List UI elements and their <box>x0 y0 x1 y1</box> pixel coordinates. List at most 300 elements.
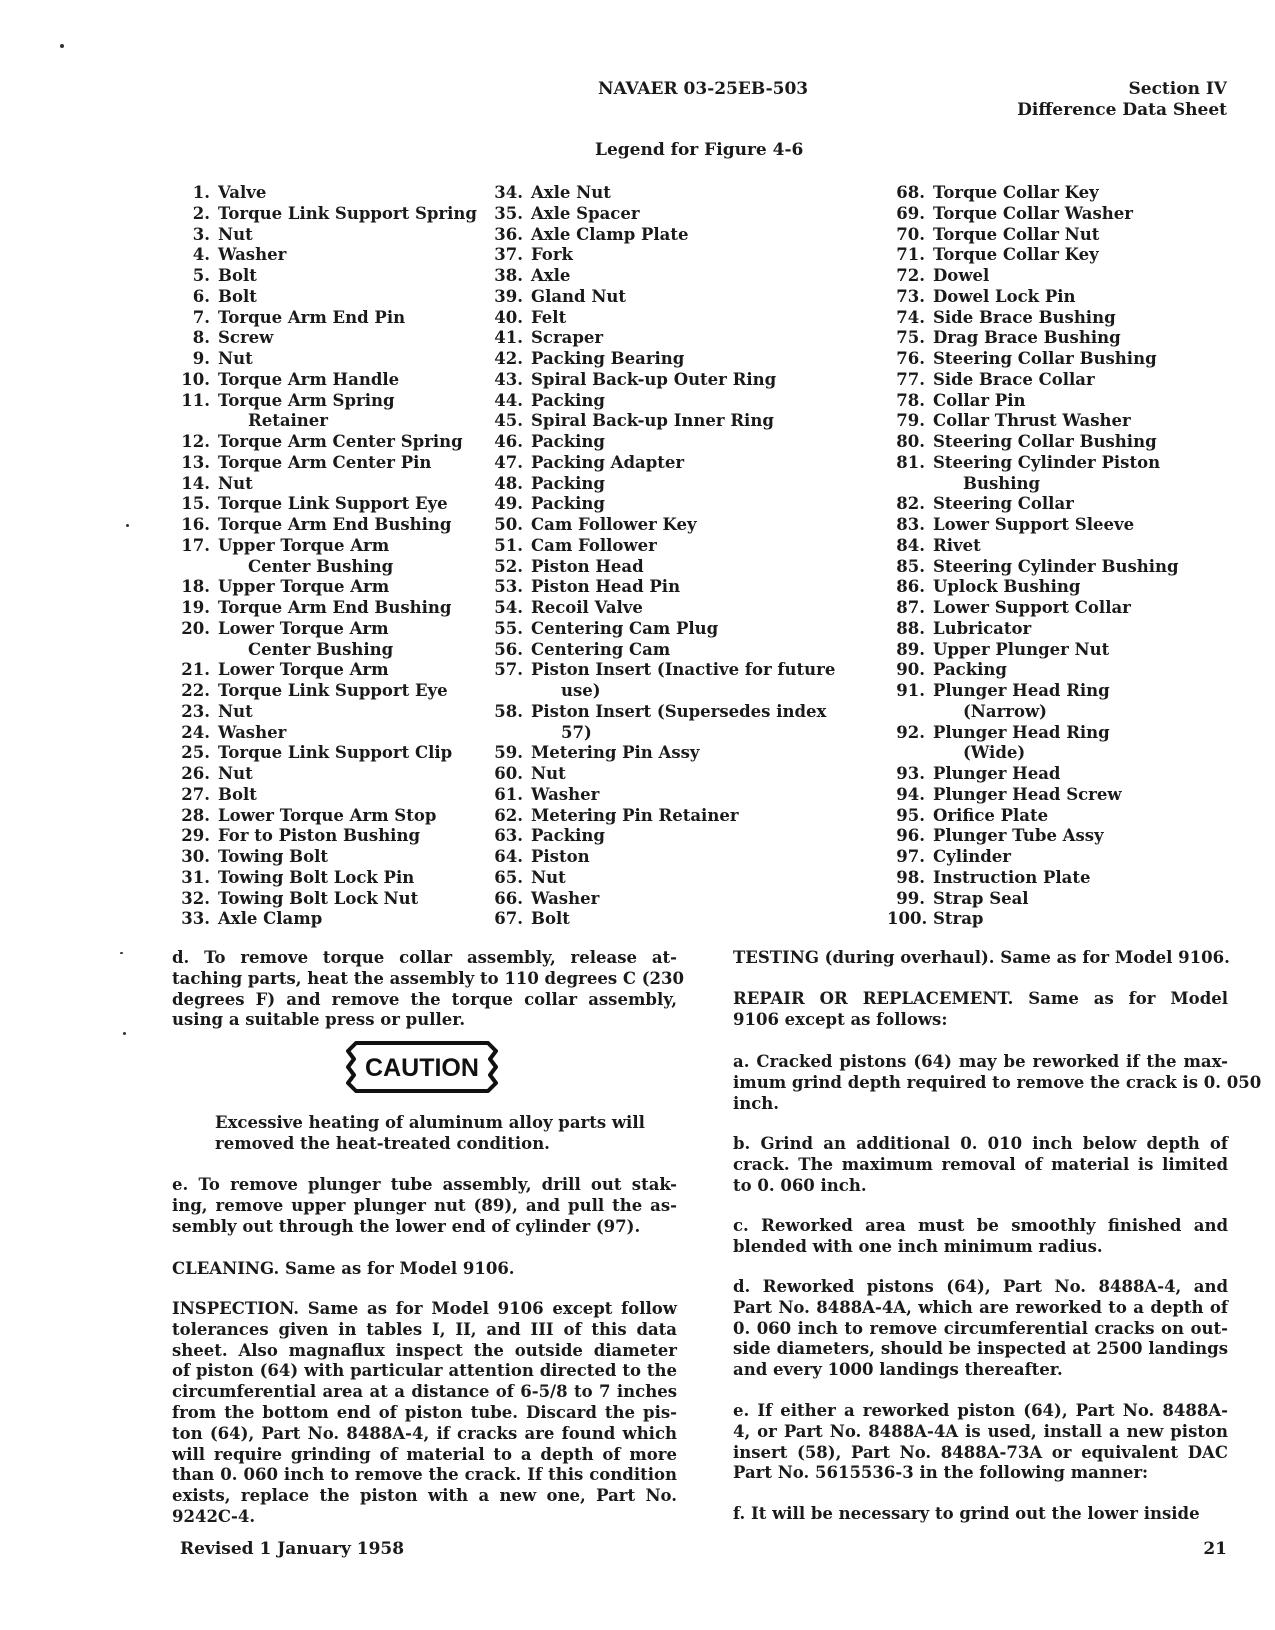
legend-label: Upper Plunger Nut <box>933 639 1110 659</box>
legend-item <box>172 287 477 308</box>
legend-item <box>172 806 477 827</box>
legend-index: 64. <box>494 847 523 866</box>
legend-index: 45. <box>494 411 523 431</box>
legend-item <box>887 577 1179 598</box>
legend-item <box>485 577 835 598</box>
legend-item <box>172 660 477 681</box>
legend-index: 50. <box>494 515 523 534</box>
legend-index: 4. <box>192 245 210 265</box>
legend-item <box>172 391 477 412</box>
para-e-left <box>172 1175 677 1237</box>
legend-item <box>172 453 477 474</box>
text-line: ton (64), Part No. 8488A-4, if cracks are found which <box>172 1423 677 1443</box>
legend-item <box>887 432 1179 453</box>
legend-label: Nut <box>218 701 253 721</box>
legend-item <box>172 536 477 557</box>
legend-item <box>485 660 835 681</box>
legend-label: Spiral Back-up Inner Ring <box>531 411 774 431</box>
legend-index: 89. <box>896 639 925 659</box>
legend-label: Plunger Head Ring <box>933 681 1110 700</box>
legend-label: Plunger Tube Assy <box>933 826 1104 846</box>
legend-item <box>887 764 1179 785</box>
legend-label: Bolt <box>218 784 257 804</box>
legend-label: Scraper <box>531 328 604 348</box>
text-line: Part No. 5615536-3 in the following manner: <box>733 1463 1149 1483</box>
text-line: taching parts, heat the assembly to 110 degrees C (230 <box>172 968 684 988</box>
legend-index: 94. <box>896 784 925 804</box>
legend-label: Centering Cam <box>531 639 671 659</box>
text-line: than 0. 060 inch to remove the crack. If this condition <box>172 1465 677 1485</box>
legend-label: Felt <box>531 307 567 327</box>
text-line: degrees F) and remove the torque collar assembly, <box>172 989 677 1009</box>
legend-column-2 <box>485 183 835 930</box>
legend-index: 69. <box>896 203 925 223</box>
legend-index: 59. <box>494 743 523 763</box>
legend-item <box>887 909 1179 930</box>
legend-label: Screw <box>218 328 274 348</box>
text-line: f. It will be necessary to grind out the lower inside <box>733 1504 1200 1523</box>
legend-index: 65. <box>494 867 523 887</box>
legend-index: 12. <box>181 432 210 451</box>
legend-label: use) <box>561 681 601 700</box>
legend-label: Lower Torque Arm <box>218 618 389 638</box>
legend-label: Torque Link Support Eye <box>218 494 448 514</box>
legend-label: (Narrow) <box>963 701 1047 721</box>
legend-item <box>172 515 477 536</box>
legend-index: 27. <box>181 784 210 804</box>
legend-item <box>485 847 835 868</box>
text-line: 9242C-4. <box>172 1506 256 1526</box>
legend-label: Strap <box>933 909 984 929</box>
legend-index: 9. <box>192 349 210 368</box>
legend-item <box>172 204 477 225</box>
legend-index <box>172 411 210 432</box>
legend-label: Bolt <box>218 266 257 285</box>
legend-item <box>485 453 835 474</box>
legend-index: 95. <box>896 805 925 825</box>
legend-label: Cam Follower Key <box>531 515 697 534</box>
legend-item <box>485 909 835 930</box>
testing-heading: TESTING (during overhaul). Same as for Model 9106. <box>733 948 1230 967</box>
legend-label: Torque Arm Center Pin <box>218 452 432 472</box>
legend-label: Torque Collar Key <box>933 183 1099 202</box>
legend-item <box>172 743 477 764</box>
text-line: 0. 060 inch to remove circumferential cracks on out- <box>733 1318 1228 1338</box>
text-line: blended with one inch minimum radius. <box>733 1236 1103 1256</box>
legend-index: 91. <box>896 681 925 700</box>
text-line: exists, replace the piston with a new one, Part No. <box>172 1486 677 1506</box>
legend-label: Washer <box>218 722 287 742</box>
legend-index: 21. <box>181 660 210 680</box>
legend-label: Washer <box>218 245 287 265</box>
legend-item <box>172 183 477 204</box>
legend-label: Axle Clamp <box>218 909 323 929</box>
legend-label: Steering Collar <box>933 494 1074 514</box>
legend-item <box>172 225 477 246</box>
legend-label: Piston Head <box>531 556 644 576</box>
legend-label: Upper Torque Arm <box>218 535 390 555</box>
legend-label: Axle Spacer <box>531 203 640 223</box>
para-b-right <box>733 1134 1228 1196</box>
legend-label: Torque Collar Key <box>933 245 1099 265</box>
legend-item <box>485 225 835 246</box>
caution-text <box>215 1113 665 1155</box>
legend-index: 33. <box>181 909 210 929</box>
legend-item <box>485 536 835 557</box>
legend-index <box>485 681 523 702</box>
legend-item <box>172 349 477 370</box>
text-line: inch. <box>733 1093 780 1113</box>
legend-item <box>172 889 477 910</box>
legend-index: 43. <box>494 369 523 389</box>
legend-item <box>887 204 1179 225</box>
legend-item <box>887 868 1179 889</box>
legend-item <box>485 432 835 453</box>
legend-item <box>485 245 835 266</box>
legend-label: Uplock Bushing <box>933 577 1081 597</box>
legend-index: 98. <box>896 867 925 887</box>
text-line: sembly out through the lower end of cylinder (97). <box>172 1216 641 1236</box>
legend-index: 26. <box>181 764 210 783</box>
text-line: insert (58), Part No. 8488A-73A or equivalent DAC <box>733 1442 1228 1462</box>
legend-label: Torque Arm Center Spring <box>218 432 463 451</box>
legend-index: 70. <box>896 224 925 244</box>
legend-index: 54. <box>494 598 523 617</box>
legend-item <box>485 681 835 702</box>
legend-index: 11. <box>181 390 210 410</box>
legend-label: Collar Pin <box>933 390 1026 410</box>
legend-index: 10. <box>181 369 210 389</box>
legend-item <box>485 474 835 495</box>
legend-index: 17. <box>181 535 210 555</box>
inspection-paragraph <box>172 1299 677 1528</box>
legend-index: 19. <box>181 598 210 617</box>
legend-index: 51. <box>494 535 523 555</box>
legend-item <box>172 266 477 287</box>
legend-label: Upper Torque Arm <box>218 577 390 597</box>
legend-item <box>172 702 477 723</box>
legend-item <box>887 743 1179 764</box>
text-line: tolerances given in tables I, II, and III of this data <box>172 1319 677 1339</box>
legend-item <box>485 370 835 391</box>
legend-item <box>172 640 477 661</box>
legend-index: 67. <box>494 909 523 929</box>
legend-title: Legend for Figure 4-6 <box>595 140 804 160</box>
legend-label: Piston <box>531 847 590 866</box>
legend-label: Packing <box>933 660 1007 680</box>
legend-item <box>887 391 1179 412</box>
legend-item <box>485 411 835 432</box>
section-title: Section IV <box>1128 79 1227 99</box>
legend-index: 28. <box>181 805 210 825</box>
legend-item <box>887 806 1179 827</box>
legend-label: Valve <box>218 183 267 202</box>
legend-index: 8. <box>192 328 210 348</box>
legend-label: Retainer <box>248 411 328 431</box>
legend-label: Center Bushing <box>248 556 394 576</box>
legend-label: Torque Link Support Spring <box>218 203 477 223</box>
legend-label: Packing <box>531 432 605 451</box>
legend-index: 81. <box>896 452 925 472</box>
legend-item <box>887 847 1179 868</box>
text-line: of piston (64) with particular attention directed to the <box>172 1361 677 1381</box>
legend-item <box>485 826 835 847</box>
legend-item <box>172 411 477 432</box>
text-line: to 0. 060 inch. <box>733 1175 867 1195</box>
legend-item <box>485 391 835 412</box>
legend-index: 56. <box>494 639 523 659</box>
legend-label: Side Brace Collar <box>933 369 1095 389</box>
legend-label: Packing Bearing <box>531 349 685 368</box>
legend-item <box>172 308 477 329</box>
legend-label: Washer <box>531 888 600 908</box>
legend-label: Axle Nut <box>531 183 611 202</box>
legend-item <box>887 640 1179 661</box>
legend-label: Steering Cylinder Piston <box>933 452 1161 472</box>
legend-item <box>172 577 477 598</box>
legend-label: Piston Insert (Inactive for future <box>531 660 836 680</box>
page-number: 21 <box>1203 1539 1227 1559</box>
legend-item <box>485 308 835 329</box>
legend-index: 15. <box>181 494 210 514</box>
legend-item <box>887 370 1179 391</box>
legend-label: Nut <box>218 224 253 244</box>
legend-index: 36. <box>494 224 523 244</box>
legend-index: 42. <box>494 349 523 368</box>
legend-label: Torque Arm End Bushing <box>218 515 452 534</box>
legend-index: 87. <box>896 598 925 617</box>
legend-item <box>887 328 1179 349</box>
text-line: side diameters, should be inspected at 2500 landings <box>733 1339 1228 1359</box>
legend-item <box>887 619 1179 640</box>
legend-index: 83. <box>896 515 925 534</box>
section-subtitle: Difference Data Sheet <box>1017 100 1227 120</box>
legend-index: 7. <box>192 307 210 327</box>
legend-item <box>485 204 835 225</box>
legend-item <box>172 909 477 930</box>
legend-index: 47. <box>494 452 523 472</box>
legend-index: 63. <box>494 826 523 846</box>
legend-item <box>172 370 477 391</box>
legend-index: 78. <box>896 390 925 410</box>
legend-item <box>485 764 835 785</box>
text-line: INSPECTION. Same as for Model 9106 except follow <box>172 1299 677 1318</box>
text-line: c. Reworked area must be smoothly finished and <box>733 1216 1228 1235</box>
legend-item <box>485 598 835 619</box>
legend-label: Torque Arm Handle <box>218 369 400 389</box>
legend-index: 6. <box>192 286 210 306</box>
text-line: ing, remove upper plunger nut (89), and pull the as- <box>172 1195 677 1215</box>
legend-index: 90. <box>896 660 925 680</box>
legend-index: 32. <box>181 888 210 908</box>
text-line: circumferential area at a distance of 6-5/8 to 7 inches <box>172 1382 677 1402</box>
legend-label: Axle <box>531 266 571 285</box>
legend-label: Nut <box>531 764 566 783</box>
legend-item <box>887 681 1179 702</box>
caution-label: CAUTION <box>365 1054 479 1082</box>
legend-label: Plunger Head <box>933 764 1061 783</box>
legend-label: 57) <box>561 722 592 742</box>
legend-index: 52. <box>494 556 523 576</box>
legend-index: 72. <box>896 266 925 285</box>
legend-index: 38. <box>494 266 523 285</box>
legend-index: 92. <box>896 722 925 742</box>
legend-label: Torque Arm End Bushing <box>218 598 452 617</box>
legend-label: Fork <box>531 245 573 265</box>
legend-label: Cylinder <box>933 847 1011 866</box>
legend-index: 18. <box>181 577 210 597</box>
legend-index: 96. <box>896 826 925 846</box>
revision-date: Revised 1 January 1958 <box>180 1539 405 1559</box>
legend-label: Towing Bolt Lock Nut <box>218 888 419 908</box>
scan-speck <box>120 952 123 954</box>
legend-label: Torque Collar Nut <box>933 224 1100 244</box>
text-line: a. Cracked pistons (64) may be reworked if the max- <box>733 1052 1228 1071</box>
legend-index: 35. <box>494 203 523 223</box>
legend-item <box>172 245 477 266</box>
caution-banner <box>342 1039 502 1095</box>
legend-label: Nut <box>531 867 566 887</box>
legend-label: Packing <box>531 826 605 846</box>
legend-item <box>485 806 835 827</box>
legend-item <box>887 225 1179 246</box>
legend-index: 60. <box>494 764 523 783</box>
legend-item <box>172 494 477 515</box>
legend-item <box>485 494 835 515</box>
legend-label: Packing Adapter <box>531 452 685 472</box>
legend-index: 57. <box>494 660 523 680</box>
text-line: imum grind depth required to remove the crack is 0. 050 <box>733 1072 1262 1092</box>
legend-index: 37. <box>494 245 523 265</box>
legend-index: 46. <box>494 432 523 451</box>
legend-index: 71. <box>896 245 925 265</box>
legend-item <box>485 328 835 349</box>
legend-item <box>172 868 477 889</box>
doc-number: NAVAER 03-25EB-503 <box>598 79 809 99</box>
legend-label: Dowel Lock Pin <box>933 286 1076 306</box>
para-e-right <box>733 1401 1228 1484</box>
legend-item <box>485 349 835 370</box>
legend-index: 49. <box>494 494 523 514</box>
legend-index: 2. <box>192 203 210 223</box>
legend-label: Steering Collar Bushing <box>933 432 1157 451</box>
legend-label: Drag Brace Bushing <box>933 328 1121 348</box>
legend-index: 80. <box>896 432 925 451</box>
legend-item <box>172 619 477 640</box>
legend-label: Torque Arm Spring <box>218 390 395 410</box>
legend-label: Rivet <box>933 535 981 555</box>
legend-item <box>485 515 835 536</box>
legend-item <box>485 640 835 661</box>
legend-index: 85. <box>896 556 925 576</box>
legend-index: 48. <box>494 473 523 493</box>
legend-item <box>172 826 477 847</box>
repair-heading <box>733 989 1228 1031</box>
text-line: 9106 except as follows: <box>733 1009 948 1029</box>
legend-index: 1. <box>192 183 210 202</box>
legend-item <box>485 889 835 910</box>
legend-item <box>485 183 835 204</box>
legend-item <box>887 515 1179 536</box>
legend-item <box>887 785 1179 806</box>
legend-item <box>485 868 835 889</box>
legend-item <box>485 266 835 287</box>
legend-index <box>172 640 210 661</box>
legend-index: 23. <box>181 701 210 721</box>
legend-index: 22. <box>181 681 210 700</box>
legend-label: Towing Bolt <box>218 847 328 866</box>
legend-label: Piston Head Pin <box>531 577 681 597</box>
legend-label: Bolt <box>218 286 257 306</box>
legend-item <box>887 536 1179 557</box>
legend-label: Packing <box>531 494 605 514</box>
legend-index: 20. <box>181 618 210 638</box>
legend-item <box>485 723 835 744</box>
legend-index: 40. <box>494 307 523 327</box>
legend-item <box>887 245 1179 266</box>
legend-label: Metering Pin Assy <box>531 743 700 763</box>
text-line: e. To remove plunger tube assembly, drill out stak- <box>172 1175 677 1194</box>
legend-label: Bushing <box>963 473 1041 493</box>
legend-label: Strap Seal <box>933 888 1029 908</box>
text-line: using a suitable press or puller. <box>172 1010 466 1030</box>
legend-item <box>887 349 1179 370</box>
legend-item <box>887 287 1179 308</box>
legend-item <box>887 723 1179 744</box>
legend-label: Spiral Back-up Outer Ring <box>531 369 777 389</box>
legend-item <box>887 266 1179 287</box>
legend-index: 25. <box>181 743 210 763</box>
legend-index: 61. <box>494 784 523 804</box>
text-line: b. Grind an additional 0. 010 inch below depth of <box>733 1134 1228 1153</box>
legend-item <box>172 764 477 785</box>
legend-index: 24. <box>181 722 210 742</box>
legend-label: Gland Nut <box>531 286 627 306</box>
legend-label: Lower Torque Arm Stop <box>218 805 437 825</box>
para-a-right <box>733 1052 1262 1114</box>
para-d-right <box>733 1277 1228 1381</box>
legend-index: 16. <box>181 515 210 534</box>
legend-label: Orifice Plate <box>933 805 1049 825</box>
legend-index <box>887 474 925 495</box>
legend-label: Side Brace Bushing <box>933 307 1116 327</box>
legend-label: Packing <box>531 473 605 493</box>
para-c-right <box>733 1216 1228 1258</box>
text-line: Excessive heating of aluminum alloy parts will <box>215 1113 645 1132</box>
legend-index: 53. <box>494 577 523 597</box>
legend-index: 77. <box>896 369 925 389</box>
cleaning-heading: CLEANING. Same as for Model 9106. <box>172 1259 515 1278</box>
legend-item <box>172 785 477 806</box>
legend-label: Lower Support Sleeve <box>933 515 1135 534</box>
legend-label: Instruction Plate <box>933 867 1091 887</box>
legend-item <box>887 557 1179 578</box>
legend-label: Torque Link Support Clip <box>218 743 453 763</box>
legend-label: Nut <box>218 349 253 368</box>
legend-label: Collar Thrust Washer <box>933 411 1131 431</box>
legend-index: 99. <box>896 888 925 908</box>
legend-label: Lubricator <box>933 618 1032 638</box>
legend-item <box>887 494 1179 515</box>
legend-index: 58. <box>494 701 523 721</box>
legend-item <box>887 411 1179 432</box>
legend-label: Plunger Head Screw <box>933 784 1122 804</box>
legend-index: 29. <box>181 826 210 846</box>
legend-label: Torque Collar Washer <box>933 203 1133 223</box>
legend-index <box>485 723 523 744</box>
text-line: Part No. 8488A-4A, which are reworked to a depth of <box>733 1297 1228 1317</box>
legend-item <box>172 598 477 619</box>
